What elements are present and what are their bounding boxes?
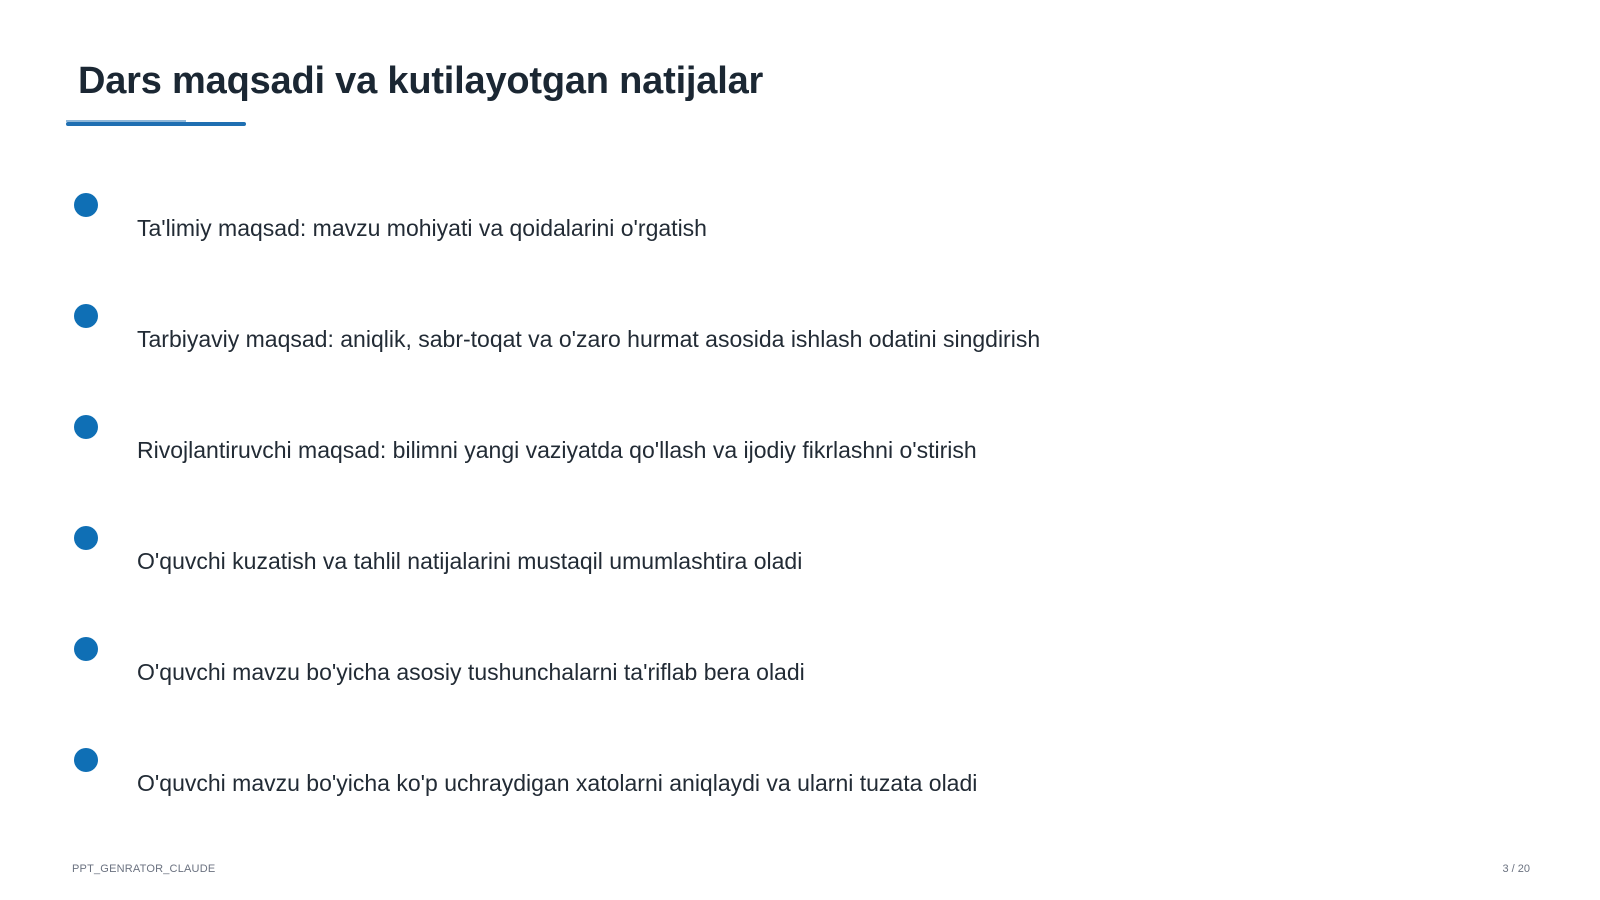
bullet-text: O'quvchi kuzatish va tahlil natijalarini mustaqil umumlashtira oladi — [137, 548, 803, 574]
bullet-dot-icon — [74, 304, 98, 328]
title-underline — [66, 122, 246, 126]
bullet-dot-icon — [74, 526, 98, 550]
list-item — [0, 637, 1600, 697]
list-item — [0, 415, 1600, 475]
bullet-text: Tarbiyaviy maqsad: aniqlik, sabr-toqat va o'zaro hurmat asosida ishlash odatini singdirish — [137, 326, 1041, 352]
list-item — [0, 304, 1600, 364]
bullet-text: O'quvchi mavzu bo'yicha ko'p uchraydigan xatolarni aniqlaydi va ularni tuzata oladi — [137, 770, 978, 796]
bullet-text: Ta'limiy maqsad: mavzu mohiyati va qoidalarini o'rgatish — [137, 215, 707, 241]
page-number: 3 / 20 — [1502, 863, 1530, 875]
bullet-dot-icon — [74, 637, 98, 661]
bullet-text: Rivojlantiruvchi maqsad: bilimni yangi vaziyatda qo'llash va ijodiy fikrlashni o'stirish — [137, 437, 977, 463]
list-item — [0, 526, 1600, 586]
list-item — [0, 748, 1600, 808]
bullet-dot-icon — [74, 748, 98, 772]
bullet-text: O'quvchi mavzu bo'yicha asosiy tushunchalarni ta'riflab bera oladi — [137, 659, 805, 685]
list-item — [0, 193, 1600, 253]
bullet-dot-icon — [74, 415, 98, 439]
footer-brand: PPT_GENRATOR_CLAUDE — [72, 863, 216, 875]
slide-title: Dars maqsadi va kutilayotgan natijalar — [78, 60, 764, 102]
bullet-dot-icon — [74, 193, 98, 217]
title-underline-accent — [66, 120, 186, 122]
